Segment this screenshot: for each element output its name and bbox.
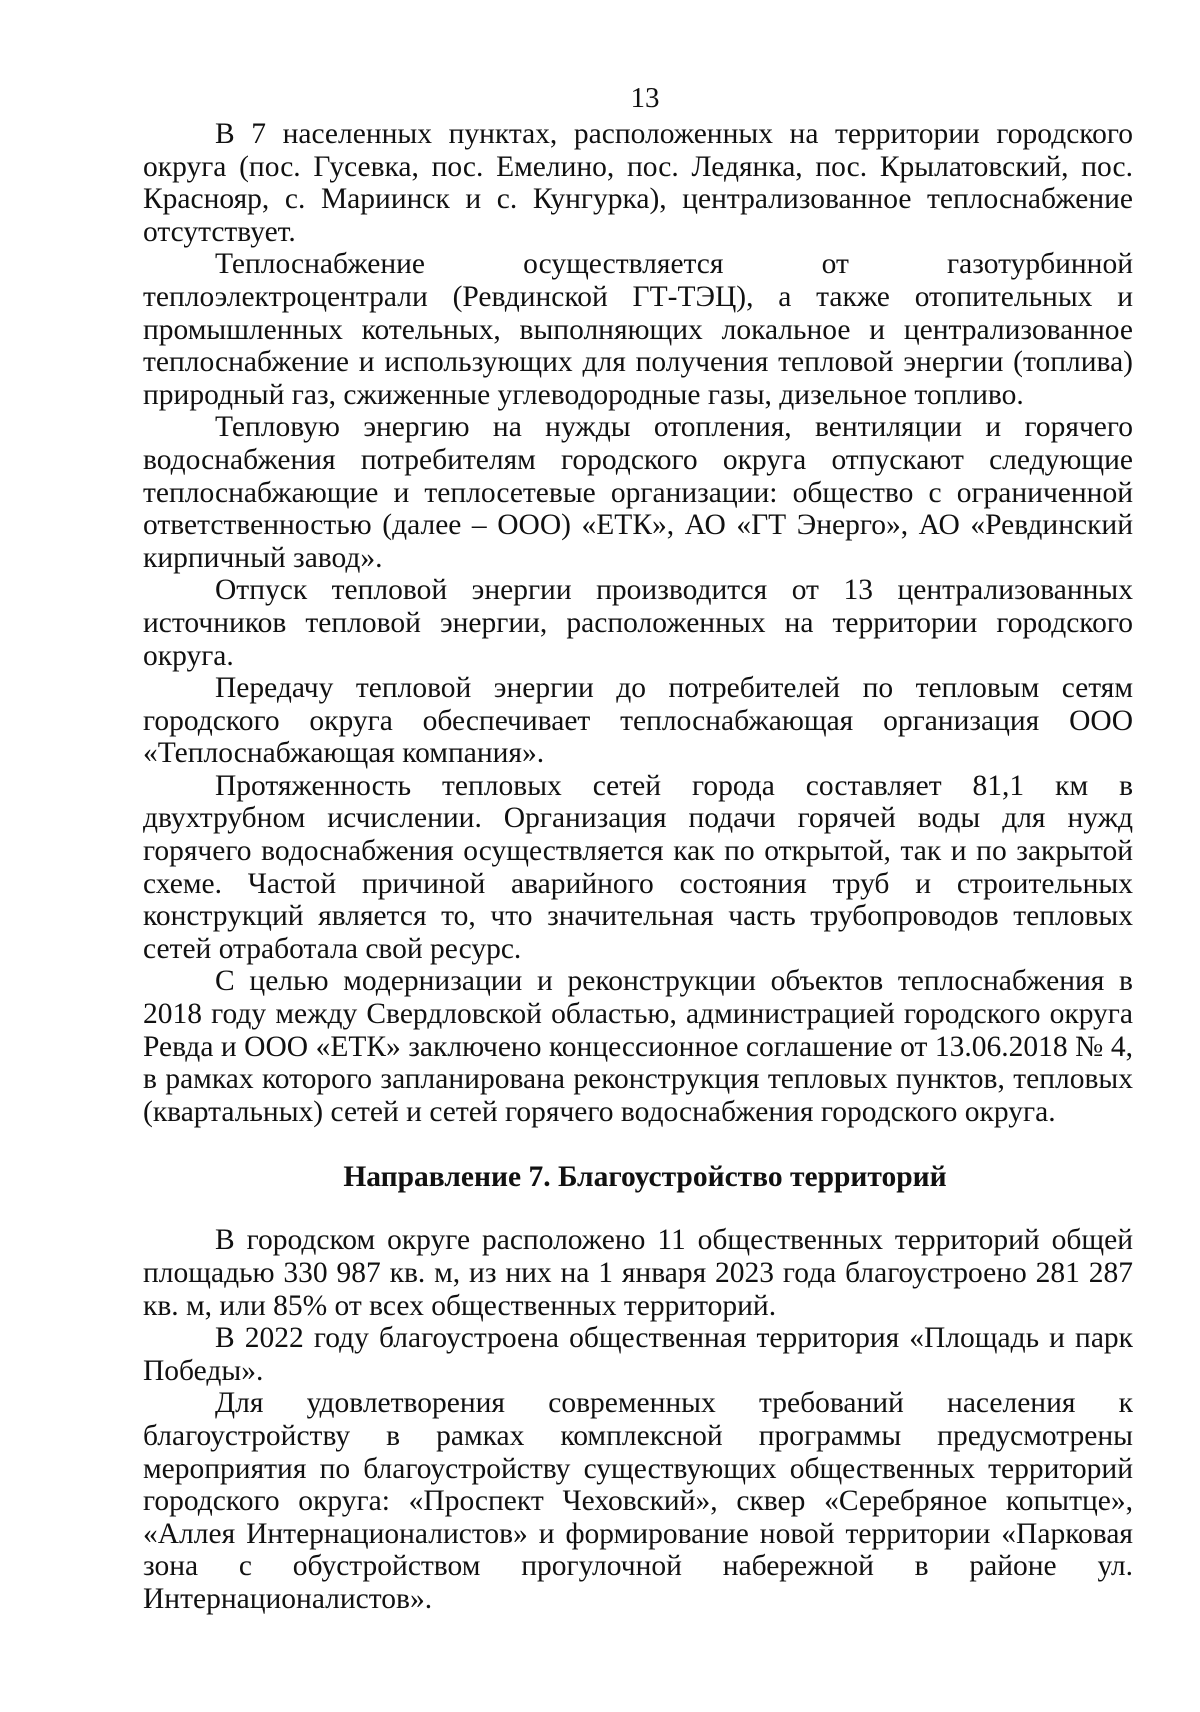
paragraph-planned-improvements: Для удовлетворения современных требований населения к благоустройству в рамках комплексной программы предусмотрены мероприятия по благоустройству существующих общественных территорий городского округа: «Проспект Чеховский», сквер «Серебряное копытце», «Аллея Интернационалистов» и формирование новой территории «Парковая зона с обустройством прогулочной набережной в районе ул. Интернационалистов». (143, 1387, 1133, 1615)
page-number: 13 (630, 82, 660, 114)
section-heading: Направление 7. Благоустройство территорий (343, 1161, 947, 1194)
paragraph-public-territories: В городском округе расположено 11 общественных территорий общей площадью 330 987 кв. м, из них на 1 января 2023 года благоустроено 281 287 кв. м, или 85% от всех общественных территорий. (143, 1224, 1133, 1322)
paragraph-network-length: Протяженность тепловых сетей города составляет 81,1 км в двухтрубном исчислении. Организация подачи горячей воды для нужд горячего водоснабжения осуществляется как по открытой, так и по закрытой схеме. Частой причиной аварийного состояния труб и строительных конструкций является то, что значительная часть трубопроводов тепловых сетей отработала свой ресурс. (143, 769, 1133, 965)
paragraph-heat-sources: Теплоснабжение осуществляется от газотурбинной теплоэлектроцентрали (Ревдинской ГТ-ТЭЦ), а также отопительных и промышленных котельных, выполняющих локальное и централизованное теплоснабжение и использующих для получения тепловой энергии (топлива) природный газ, сжиженные углеводородные газы, дизельное топливо. (143, 248, 1133, 411)
paragraph-heat-release: Отпуск тепловой энергии производится от 13 централизованных источников тепловой энергии, расположенных на территории городского округа. (143, 574, 1133, 672)
document-page (143, 82, 1133, 1616)
paragraph-concession: С целью модернизации и реконструкции объектов теплоснабжения в 2018 году между Свердловской областью, администрацией городского округа Ревда и ООО «ЕТК» заключено концессионное соглашение от 13.06.2018 № 4, в рамках которого запланирована реконструкция тепловых пунктов, тепловых (квартальных) сетей и сетей горячего водоснабжения городского округа. (143, 965, 1133, 1128)
paragraph-no-central-heating: В 7 населенных пунктах, расположенных на территории городского округа (пос. Гусевка, пос. Емелино, пос. Ледянка, пос. Крылатовский, пос. Краснояр, с. Мариинск и с. Кунгурка), централизованное теплоснабжение отсутствует. (143, 118, 1133, 248)
paragraph-victory-park: В 2022 году благоустроена общественная территория «Площадь и парк Победы». (143, 1322, 1133, 1387)
paragraph-heat-suppliers: Тепловую энергию на нужды отопления, вентиляции и горячего водоснабжения потребителям городского округа отпускают следующие теплоснабжающие и теплосетевые организации: общество с ограниченной ответственностью (далее – ООО) «ЕТК», АО «ГТ Энерго», АО «Ревдинский кирпичный завод». (143, 411, 1133, 574)
paragraph-heat-transfer: Передачу тепловой энергии до потребителей по тепловым сетям городского округа обеспечивает теплоснабжающая организация ООО «Теплоснабжающая компания». (143, 672, 1133, 770)
